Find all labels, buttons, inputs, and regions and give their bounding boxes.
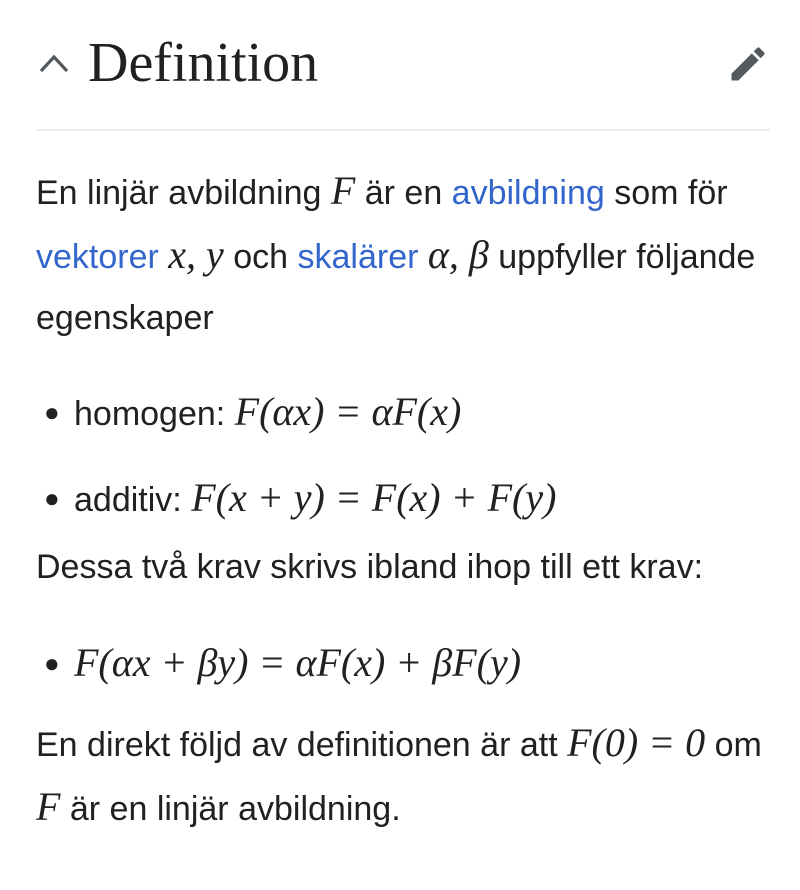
list-item-homogen: [36, 369, 776, 455]
math-F: F: [36, 784, 61, 829]
properties-list: [36, 369, 776, 541]
combined-formula: F(αx + βy) = αF(x) + βF(y): [74, 640, 522, 685]
text-fragment: uppfyller följande egenskaper: [36, 238, 756, 337]
math-F: F: [330, 168, 356, 213]
math-F-zero: F(0) = 0: [567, 720, 706, 765]
bullet-icon: ●: [44, 397, 60, 427]
text-fragment: om: [705, 726, 762, 764]
combined-intro-paragraph: Dessa två krav skrivs ibland ihop till ett krav:: [36, 548, 704, 586]
text-fragment: som för: [604, 174, 728, 212]
property-label: homogen:: [74, 395, 235, 433]
section-divider: [36, 129, 770, 131]
bullet-icon: ●: [44, 483, 60, 513]
section-header: [36, 24, 770, 106]
link-skalarer[interactable]: skalärer: [297, 238, 419, 276]
text-fragment: och: [223, 238, 298, 276]
math-alpha-beta: α, β: [427, 232, 489, 277]
link-vektorer[interactable]: vektorer: [36, 238, 159, 276]
property-formula: F(x + y) = F(x) + F(y): [191, 475, 557, 520]
text-fragment: [159, 238, 168, 276]
text-fragment: är en: [355, 174, 452, 212]
chevron-up-icon[interactable]: [38, 52, 70, 74]
section-title: Definition: [88, 32, 319, 94]
list-item-combined: [36, 618, 776, 708]
math-x-y: x, y: [168, 232, 224, 277]
text-fragment: [418, 238, 427, 276]
text-fragment: En linjär avbildning: [36, 174, 331, 212]
text-fragment: En direkt följd av definitionen är att: [36, 726, 568, 764]
combined-list: [36, 618, 776, 708]
link-avbildning[interactable]: avbildning: [451, 174, 605, 212]
property-formula: F(αx) = αF(x): [234, 389, 462, 434]
bullet-icon: ●: [44, 648, 60, 678]
property-label: additiv:: [74, 481, 192, 519]
pencil-icon[interactable]: [726, 42, 770, 86]
consequence-paragraph: [36, 712, 776, 840]
list-item-additiv: [36, 455, 776, 541]
text-fragment: är en linjär avbildning.: [60, 790, 401, 828]
section-content: [36, 160, 776, 840]
definition-paragraph: [36, 160, 776, 349]
